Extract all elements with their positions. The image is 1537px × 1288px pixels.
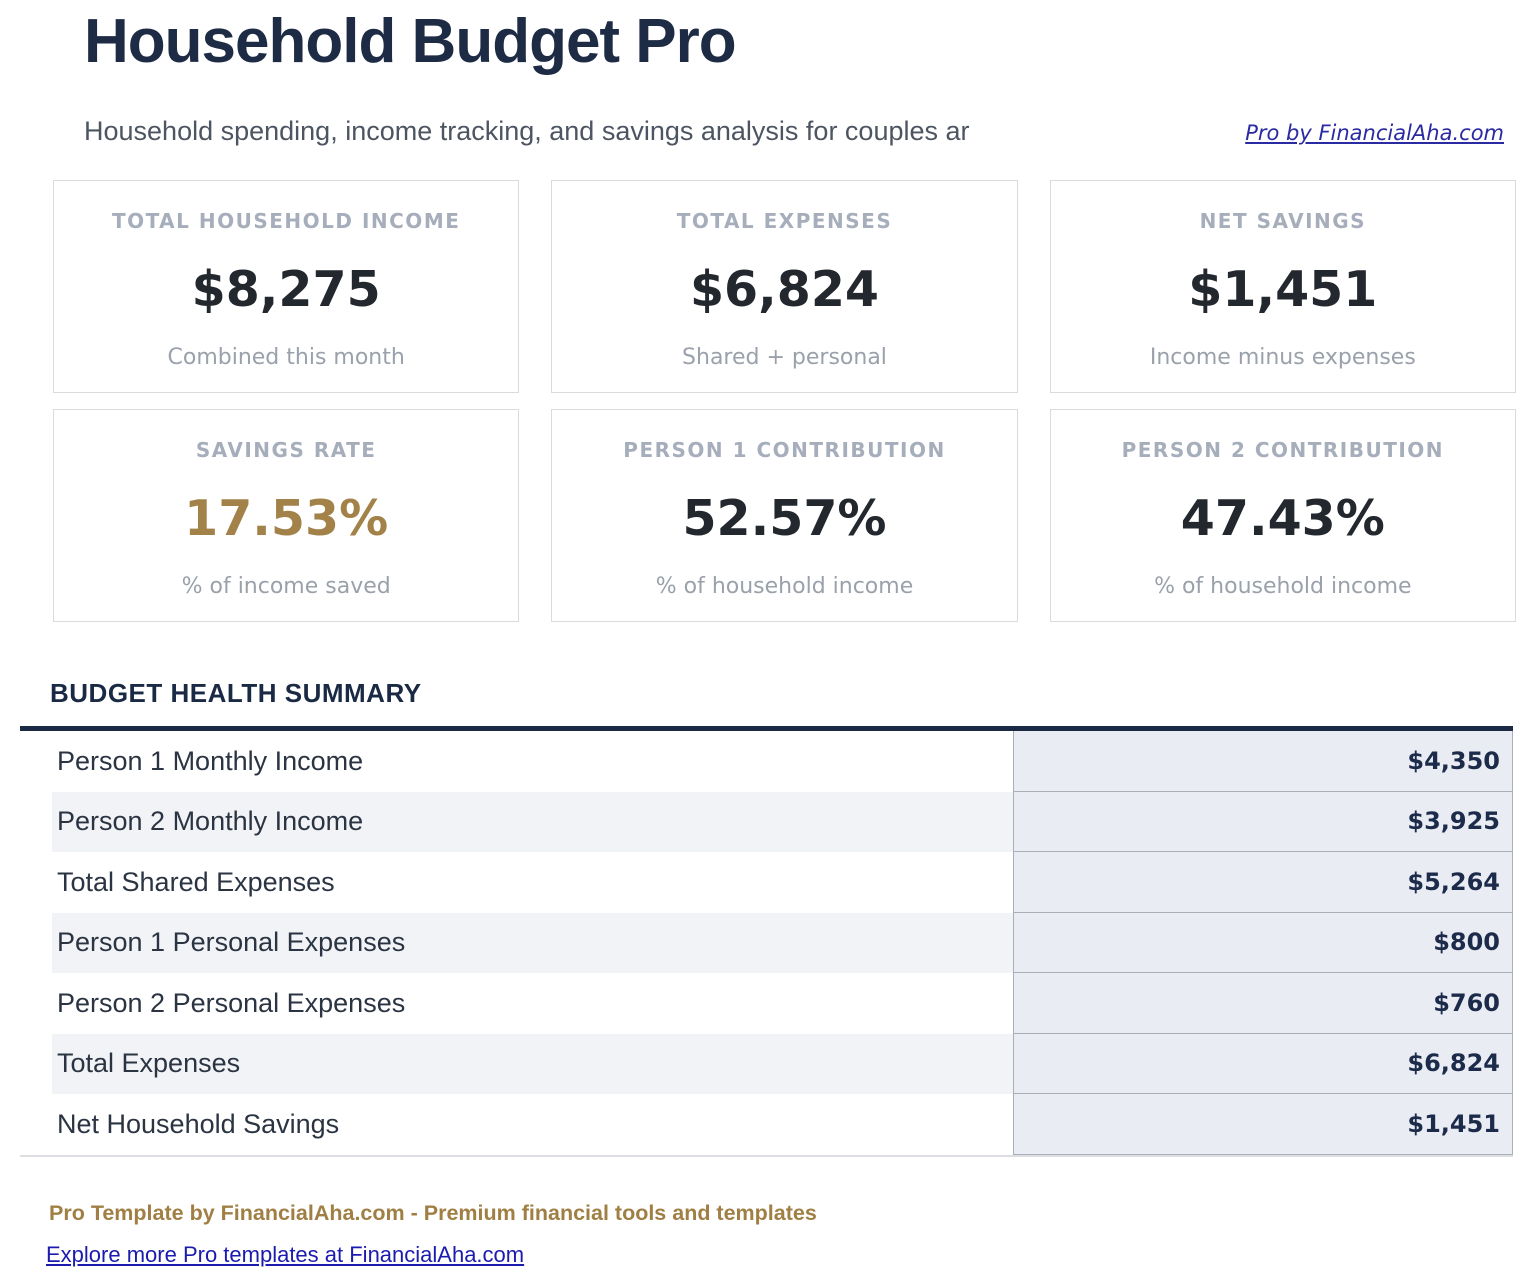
- row-value: $760: [1013, 973, 1513, 1034]
- stat-value: $1,451: [1188, 260, 1378, 318]
- table-row: [20, 973, 1513, 1034]
- row-label: Person 1 Personal Expenses: [52, 913, 1013, 974]
- row-label: Total Shared Expenses: [52, 852, 1013, 913]
- stat-card-savings-rate: [53, 409, 519, 622]
- row-label: Person 1 Monthly Income: [52, 731, 1013, 792]
- row-spacer: [20, 1034, 52, 1095]
- row-label: Person 2 Monthly Income: [52, 792, 1013, 853]
- stat-label: PERSON 1 CONTRIBUTION: [623, 438, 946, 463]
- budget-health-summary-table: [20, 726, 1513, 1157]
- row-label: Total Expenses: [52, 1034, 1013, 1095]
- stat-caption: % of income saved: [181, 574, 391, 600]
- row-label: Net Household Savings: [52, 1094, 1013, 1155]
- stat-value: $6,824: [689, 260, 880, 318]
- table-row: [20, 913, 1513, 974]
- stat-caption: Income minus expenses: [1149, 345, 1416, 371]
- stat-label: NET SAVINGS: [1199, 209, 1367, 234]
- row-value: $3,925: [1013, 792, 1513, 853]
- stat-label: PERSON 2 CONTRIBUTION: [1121, 438, 1445, 463]
- row-spacer: [20, 731, 52, 792]
- page-subtitle: Household spending, income tracking, and savings analysis for couples ar: [84, 116, 970, 147]
- row-spacer: [20, 852, 52, 913]
- row-value: $5,264: [1013, 852, 1513, 913]
- stat-caption: % of household income: [1154, 574, 1412, 600]
- explore-templates-link[interactable]: Explore more Pro templates at FinancialAha.com: [46, 1241, 525, 1267]
- page-title: Household Budget Pro: [84, 7, 736, 76]
- table-row: [20, 852, 1513, 913]
- stat-caption: Shared + personal: [682, 345, 887, 371]
- row-spacer: [20, 913, 52, 974]
- row-value: $800: [1013, 913, 1513, 974]
- row-value: $6,824: [1013, 1034, 1513, 1095]
- subtitle-row: [84, 116, 1504, 147]
- row-spacer: [20, 792, 52, 853]
- stat-card-total-income: [53, 180, 519, 393]
- table-row: [20, 1094, 1513, 1155]
- row-value: $4,350: [1013, 731, 1513, 792]
- table-row: [20, 792, 1513, 853]
- row-spacer: [20, 1094, 52, 1155]
- stat-label: TOTAL HOUSEHOLD INCOME: [111, 209, 461, 234]
- stat-caption: % of household income: [655, 574, 914, 600]
- row-spacer: [20, 973, 52, 1034]
- budget-health-summary-heading: BUDGET HEALTH SUMMARY: [50, 678, 422, 709]
- stat-card-net-savings: [1050, 180, 1516, 393]
- stat-value: $8,275: [191, 260, 381, 318]
- stat-caption: Combined this month: [167, 345, 405, 371]
- stat-card-person1-contribution: [551, 409, 1017, 622]
- stat-card-person2-contribution: [1050, 409, 1516, 622]
- footer-tagline: Pro Template by FinancialAha.com - Premium financial tools and templates: [49, 1200, 817, 1225]
- stat-value: 52.57%: [682, 489, 887, 547]
- stat-value: 47.43%: [1180, 489, 1385, 547]
- pro-by-financialaha-link[interactable]: Pro by FinancialAha.com: [1245, 121, 1504, 146]
- stat-card-total-expenses: [551, 180, 1017, 393]
- stat-label: TOTAL EXPENSES: [676, 209, 893, 234]
- stat-value: 17.53%: [184, 489, 389, 547]
- row-value: $1,451: [1013, 1094, 1513, 1155]
- table-row: [20, 1034, 1513, 1095]
- stat-cards-grid: [53, 180, 1516, 622]
- table-row: [20, 731, 1513, 792]
- row-label: Person 2 Personal Expenses: [52, 973, 1013, 1034]
- stat-label: SAVINGS RATE: [195, 438, 377, 463]
